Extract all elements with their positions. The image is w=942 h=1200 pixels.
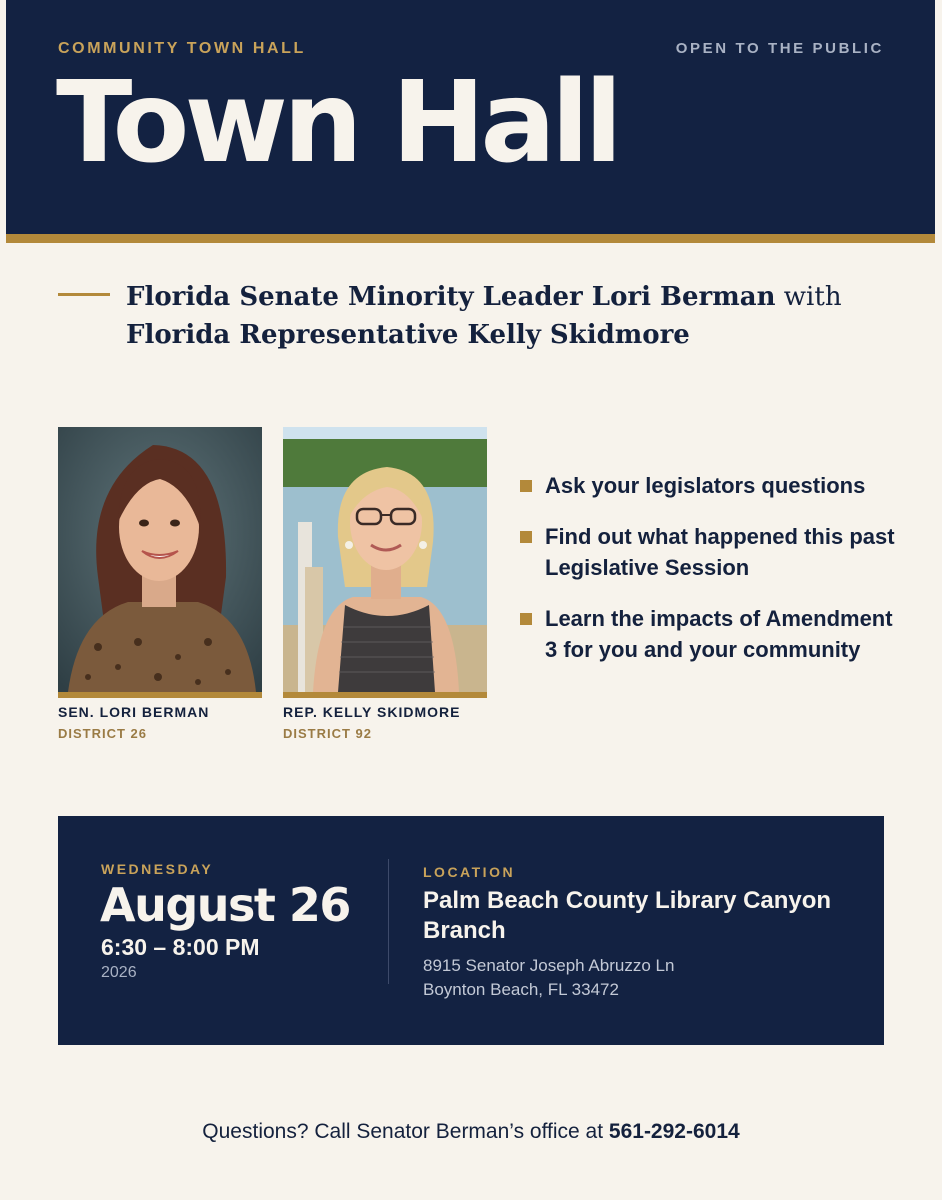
list-item: [520, 470, 900, 501]
panel-divider: [388, 859, 389, 984]
speaker-name-berman: SEN. LORI BERMAN: [58, 704, 210, 720]
subtitle-accent-line: [58, 293, 110, 296]
list-item-text: Find out what happened this past Legislative Session: [545, 524, 895, 580]
subtitle: [126, 278, 886, 354]
square-bullet-icon: [520, 531, 532, 543]
phone-number[interactable]: 561-292-6014: [608, 1120, 740, 1143]
eyebrow-open-to-public: OPEN TO THE PUBLIC: [675, 40, 884, 57]
speaker-name-skidmore: REP. KELLY SKIDMORE: [283, 704, 461, 720]
subtitle-with: with: [775, 282, 842, 312]
subtitle-representative: Florida Representative Kelly Skidmore: [126, 320, 690, 350]
event-time: 6:30 – 8:00 PM: [101, 934, 260, 960]
event-year: 2026: [101, 964, 137, 981]
event-day: WEDNESDAY: [101, 861, 214, 877]
eyebrow-community-town-hall: COMMUNITY TOWN HALL: [58, 40, 306, 57]
location-label: LOCATION: [423, 864, 516, 880]
square-bullet-icon: [520, 480, 532, 492]
event-details-panel: [58, 816, 884, 1045]
agenda-list: [520, 470, 900, 685]
list-item: [520, 521, 900, 583]
location-address: [423, 954, 863, 1002]
list-item: [520, 603, 900, 665]
gold-divider: [6, 234, 935, 243]
location-name: Palm Beach County Library Canyon Branch: [423, 887, 832, 944]
subtitle-senator: Florida Senate Minority Leader Lori Berman: [126, 282, 776, 312]
photo-kelly-skidmore: [283, 427, 487, 698]
photo-lori-berman: [58, 427, 262, 698]
event-date: August 26: [100, 878, 350, 932]
address-line-2: Boynton Beach, FL 33472: [423, 980, 619, 999]
list-item-text: Ask your legislators questions: [545, 473, 866, 498]
list-item-text: Learn the impacts of Amendment 3 for you and your community: [545, 606, 893, 662]
contact-footer: [0, 1120, 942, 1144]
address-line-1: 8915 Senator Joseph Abruzzo Ln: [423, 956, 675, 975]
footer-text: Questions? Call Senator Berman’s office at: [202, 1120, 609, 1143]
square-bullet-icon: [520, 613, 532, 625]
speaker-district-skidmore: DISTRICT 92: [283, 726, 373, 741]
speaker-district-berman: DISTRICT 26: [58, 726, 148, 741]
page-title: Town Hall: [56, 58, 618, 188]
